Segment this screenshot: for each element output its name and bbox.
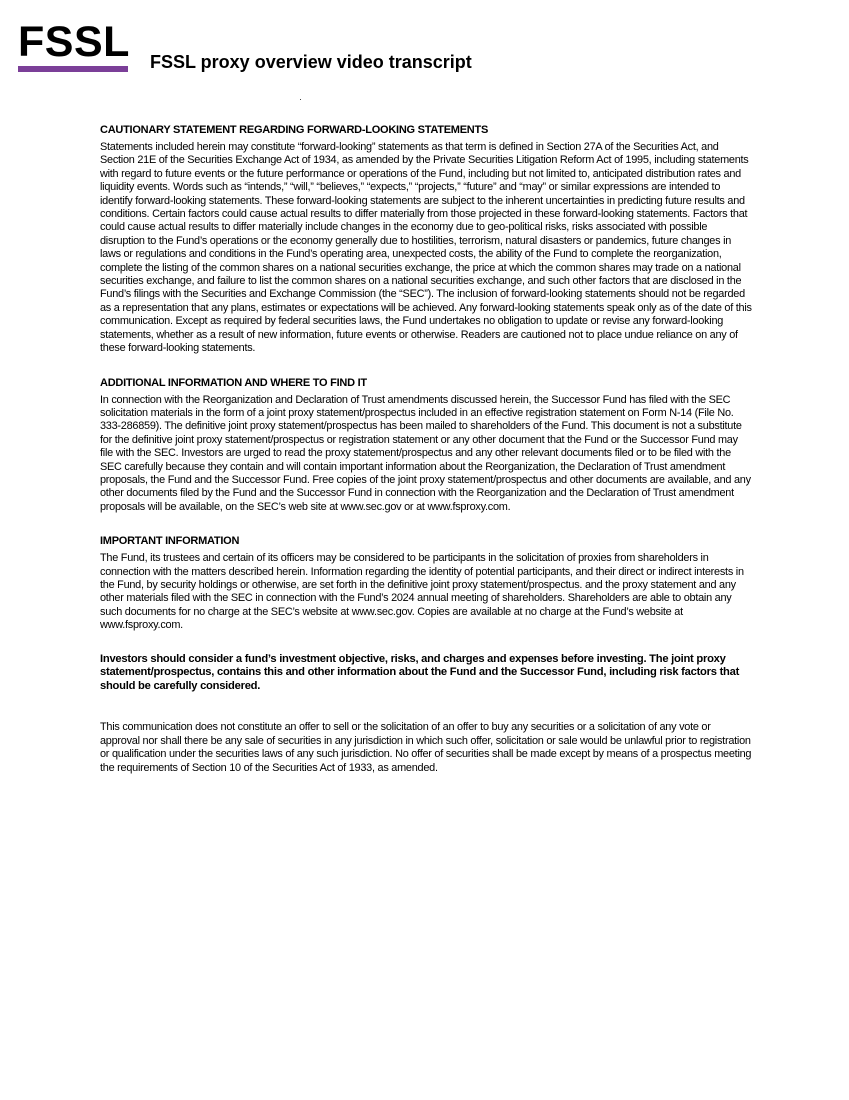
investor-notice: Investors should consider a fund’s investment objective, risks, and charges and expenses before investing. The joint proxy statement/prospectus, contains this and other information about the Fund and the Successor Fund, including risk factors that should be carefully considered. bbox=[100, 652, 740, 692]
section-body: In connection with the Reorganization and Declaration of Trust amendments discussed herein, the Successor Fund has filed with the SEC solicitation materials in the form of a joint proxy statement/prospectus included in an effective registration statement on Form N-14 (File No. 333-286859). The definitive joint proxy statement/prospectus has been mailed to shareholders of the Fund. This document is not a substitute for the definitive joint proxy statement/prospectus or registration statement or any other document that the Fund or the Successor Fund may file with the SEC. Investors are urged to read the proxy statement/prospectus and any other relevant documents filed or to be filed with the SEC carefully because they contain and will contain important information about the Reorganization, the Declaration of Trust amendment proposals, the Fund and the Successor Fund. Free copies of the joint proxy statement/prospectus and other documents are available, and any other documents filed by the Fund and the Successor Fund in connection with the Reorganization and the Declaration of Trust amendment proposals will be available, on the SEC’s web site at www.sec.gov or at www.fsproxy.com. bbox=[100, 393, 751, 513]
section-forward-looking-statements bbox=[100, 123, 752, 356]
fssl-logo bbox=[18, 20, 130, 72]
offer-disclaimer: This communication does not constitute an offer to sell or the solicitation of an offer to buy any securities or a solicitation of any vote or approval nor shall there be any sale of securities in any jurisdiction in which such offer, solicitation or sale would be unlawful prior to registration or qualification under the securities laws of any such jurisdiction. No offer of securities shall be made except by means of a prospectus meeting the requirements of Section 10 of the Securities Act of 1933, as amended. bbox=[100, 721, 752, 774]
section-heading: CAUTIONARY STATEMENT REGARDING FORWARD-LOOKING STATEMENTS bbox=[100, 124, 489, 136]
section-additional-information bbox=[100, 376, 752, 515]
document-title: FSSL proxy overview video transcript bbox=[150, 52, 472, 72]
section-body: Statements included herein may constitute “forward-looking” statements as that term is defined in Section 27A of the Securities Act, and Section 21E of the Securities Exchange Act of 1934, as amended by the Private Securities Litigation Reform Act of 1995, including statements with regard to future events or the future performance or operations of the Fund, including but not limited to, anticipated distribution rates and liquidity events. Words such as “intends,” “will,” “believes,” “expects,” “projects,” “future” and “may” or similar expressions are intended to identify forward-looking statements. These forward-looking statements are subject to the inherent uncertainties in predicting future results and conditions. Certain factors could cause actual results to differ materially from those projected in these forward-looking statements. Factors that could cause actual results to differ materially include changes in the economy due to geo-political risks, risks associated with possible disruption to the Fund’s operations or the economy generally due to hostilities, terrorism, natural disasters or pandemics, future changes in laws or regulations and conditions in the Fund’s operating area, unexpected costs, the ability of the Fund to complete the reorganization, complete the listing of the common shares on a national securities exchange, the price at which the common shares may trade on a national securities exchange, and failure to list the common shares on a national securities exchange, and such other factors that are disclosed in the Fund’s filings with the Securities and Exchange Commission (the “SEC”). The inclusion of forward-looking statements should not be regarded as a representation that any plans, estimates or expectations will be achieved. Any forward-looking statements speak only as of the date of this communication. Except as required by federal securities laws, the Fund undertakes no obligation to update or revise any forward-looking statements, whether as a result of new information, future events or otherwise. Readers are cautioned not to place undue reliance on any of these forward-looking statements. bbox=[100, 141, 752, 355]
section-body: The Fund, its trustees and certain of its officers may be considered to be participants in the solicitation of proxies from shareholders in connection with the matters described herein. Information regarding the identity of potential participants, and their direct or indirect interests in the Fund, by security holdings or otherwise, are set forth in the definitive joint proxy statement/prospectus. and the proxy statement and any other materials filed with the SEC in connection with the Fund’s 2024 annual meeting of shareholders. Shareholders are able to obtain any such documents for no charge at the SEC’s website at www.sec.gov. Copies are available at no charge at the Fund’s website at www.fsproxy.com. bbox=[100, 552, 744, 632]
section-heading: IMPORTANT INFORMATION bbox=[100, 535, 240, 548]
logo-accent-bar bbox=[18, 66, 128, 72]
document-body bbox=[100, 123, 752, 775]
stray-dot bbox=[300, 99, 301, 100]
logo-text: FSSL bbox=[18, 18, 130, 66]
section-important-information bbox=[100, 534, 752, 632]
section-heading: ADDITIONAL INFORMATION AND WHERE TO FIND IT bbox=[100, 376, 367, 389]
